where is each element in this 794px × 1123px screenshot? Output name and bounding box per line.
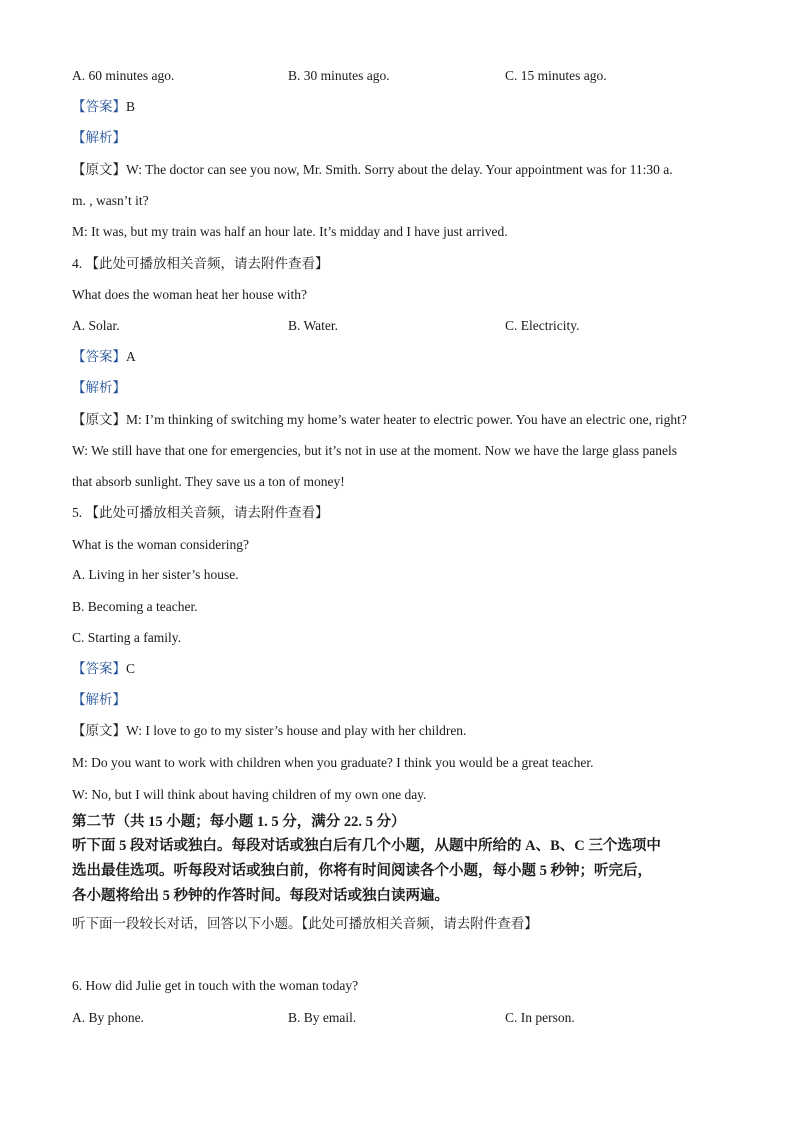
q3-transcript-line-1 [72, 161, 673, 179]
answer-label: 【答案】 [72, 99, 126, 114]
q3-options [72, 67, 722, 85]
q4-header: 4. 【此处可播放相关音频，请去附件查看】 [72, 256, 329, 271]
q3-option-c: C. 15 minutes ago. [505, 68, 607, 83]
q4-options [72, 317, 722, 335]
q3-option-a: A. 60 minutes ago. [72, 68, 175, 83]
q4-option-c: C. Electricity. [505, 318, 580, 333]
answer-value: B [126, 99, 136, 114]
q3-option-b: B. 30 minutes ago. [288, 68, 390, 83]
q6-options [72, 1009, 722, 1027]
q5-option-a: A. Living in her sister’s house. [72, 567, 239, 582]
q3-transcript-line-2: m. , wasn’t it? [72, 193, 149, 208]
section2-intro: 听下面一段较长对话，回答以下小题。【此处可播放相关音频，请去附件查看】 [72, 916, 538, 931]
q6-option-a: A. By phone. [72, 1010, 144, 1025]
answer-value: C [126, 661, 136, 676]
q4-option-a: A. Solar. [72, 318, 120, 333]
answer-label: 【答案】 [72, 349, 126, 364]
q4-answer [72, 348, 136, 366]
q5-header: 5. 【此处可播放相关音频，请去附件查看】 [72, 505, 329, 520]
q5-transcript-line-2: M: Do you want to work with children when you graduate? I think you would be a great teacher. [72, 755, 594, 770]
section2-instruction-2: 选出最佳选项。听每段对话或独白前，你将有时间阅读各个小题，每小题 5 秒钟；听完后， [72, 863, 652, 879]
section2-instruction-3: 各小题将给出 5 秒钟的作答时间。每段对话或独白读两遍。 [72, 888, 449, 904]
q5-option-c: C. Starting a family. [72, 630, 181, 645]
q3-analysis-label: 【解析】 [72, 130, 126, 145]
q4-analysis-label: 【解析】 [72, 380, 126, 395]
q6-option-c: C. In person. [505, 1010, 575, 1025]
q6-question: 6. How did Julie get in touch with the woman today? [72, 978, 359, 993]
q4-transcript-line-1 [72, 411, 687, 429]
transcript-label: 【原文】 [72, 723, 126, 738]
q3-transcript-line-3: M: It was, but my train was half an hour late. It’s midday and I have just arrived. [72, 224, 508, 239]
answer-value: A [126, 349, 136, 364]
q4-question: What does the woman heat her house with? [72, 287, 308, 302]
q4-transcript-line-2: W: We still have that one for emergencies, but it’s not in use at the moment. Now we have the large glass panels [72, 443, 678, 458]
q5-transcript-line-3: W: No, but I will think about having children of my own one day. [72, 787, 427, 802]
q5-answer [72, 660, 135, 678]
transcript-label: 【原文】 [72, 412, 126, 427]
transcript-label: 【原文】 [72, 162, 126, 177]
transcript-text: W: The doctor can see you now, Mr. Smith. Sorry about the delay. Your appointment was for 11:30 a. [126, 162, 673, 177]
transcript-text: M: I’m thinking of switching my home’s water heater to electric power. You have an electric one, right? [126, 412, 687, 427]
section2-title: 第二节（共 15 小题；每小题 1. 5 分，满分 22. 5 分） [72, 814, 406, 830]
q4-option-b: B. Water. [288, 318, 339, 333]
q3-answer [72, 98, 135, 116]
answer-label: 【答案】 [72, 661, 126, 676]
q5-option-b: B. Becoming a teacher. [72, 599, 198, 614]
q6-option-b: B. By email. [288, 1010, 357, 1025]
q5-analysis-label: 【解析】 [72, 692, 126, 707]
q5-question: What is the woman considering? [72, 537, 249, 552]
q4-transcript-line-3: that absorb sunlight. They save us a ton of money! [72, 474, 345, 489]
transcript-text: W: I love to go to my sister’s house and play with her children. [126, 723, 467, 738]
section2-instruction-1: 听下面 5 段对话或独白。每段对话或独白后有几个小题，从题中所给的 A、B、C 三个选项中 [72, 838, 661, 854]
q5-transcript-line-1 [72, 722, 466, 740]
